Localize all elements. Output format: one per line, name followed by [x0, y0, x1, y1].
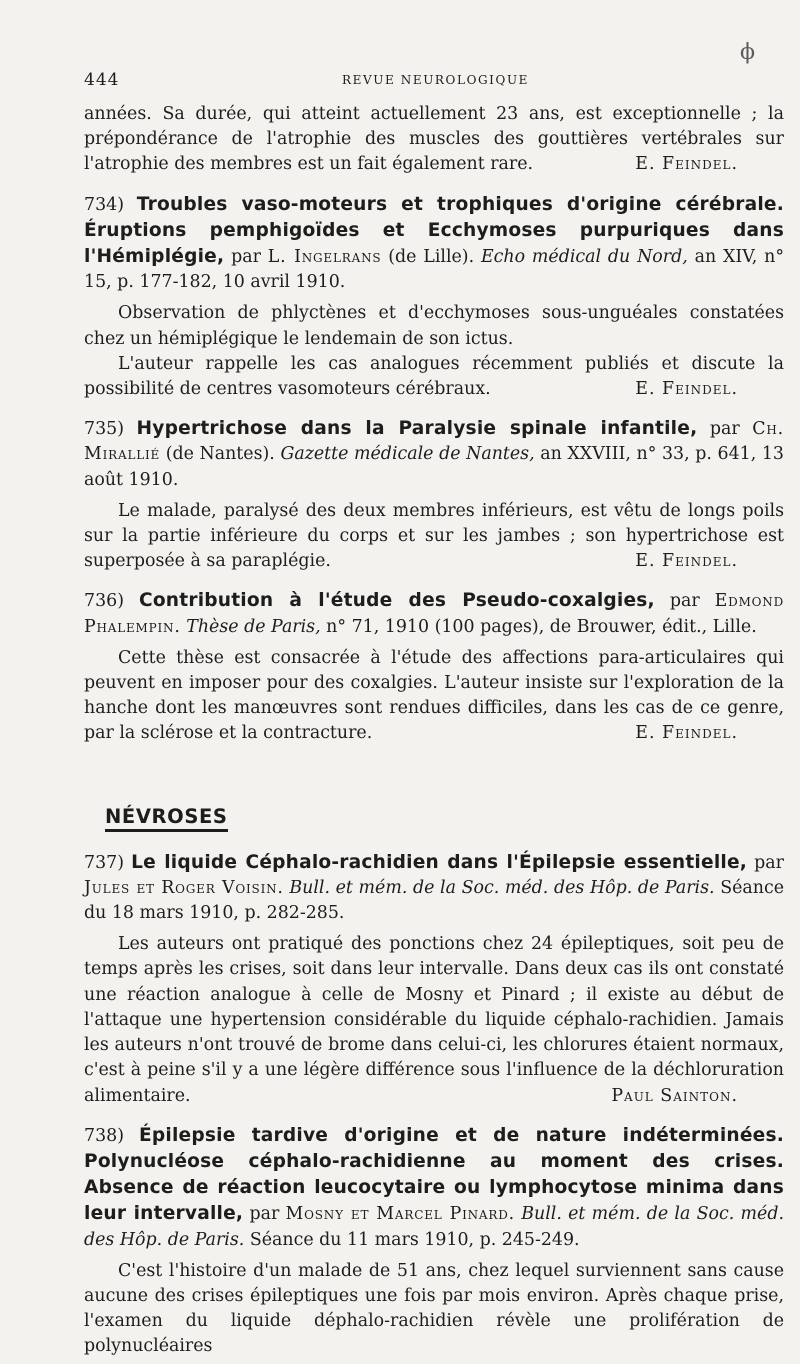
entry-paragraph-text: Le malade, paralysé des deux membres inférieurs, est vêtu de longs poils sur la partie inférieure du corps et sur les jambes ; son hypertrichose est superposée à sa paraplégie. [84, 500, 784, 572]
entry-number: 737) [84, 852, 124, 873]
abstract-entry [84, 416, 784, 574]
entry-heading [84, 1123, 784, 1253]
page [84, 40, 785, 1360]
entry-journal: Thèse de Paris, [186, 616, 321, 637]
entry-paragraph [84, 1259, 784, 1360]
entry-by: par [249, 1204, 280, 1225]
entry-paragraph-text: Observation de phlyctènes et d'ecchymoses sous-unguéales constatées chez un hémiplégique le lendemain de son ictus. [84, 303, 784, 349]
entry-number: 735) [84, 419, 124, 440]
signature: E. Feindel. [635, 551, 738, 572]
entry-heading [84, 850, 784, 927]
entry-author-note: (de Lille). [388, 247, 475, 268]
entry-number: 734) [84, 194, 124, 215]
entry-title: Troubles vaso-moteurs et trophiques d'origine cérébrale. Éruptions pemphigoïdes et Ecchymoses purpuriques dans l'Hémiplégie, [84, 193, 784, 268]
abstract-entry [84, 192, 784, 403]
entry-author: Mosny et Marcel Pinard. [285, 1204, 515, 1225]
entry-reference: an XIV, n° 15, p. 177-182, 10 avril 1910. [84, 247, 785, 293]
entry-author: Edmond Phalempin. [84, 591, 785, 637]
entry-paragraph-text: Les auteurs ont pratiqué des ponctions chez 24 épileptiques, soit peu de temps après les crises, soit dans leur intervalle. Dans deux cas ils ont constaté une réaction analogue à celle de Mosny et Pinard ; il existe au début de l'attaque une hypertension considérable du liquide céphalo-rachidien. Jamais les auteurs n'ont trouvé de brome dans celui-ci, les chlorures étaient normaux, c'est à peine s'il y a une légère différence sous l'influence de la déchloruration alimentaire. [84, 934, 784, 1106]
entry-paragraph [84, 301, 784, 351]
signature: E. Feindel. [635, 379, 738, 400]
section-title: NÉVROSES [105, 805, 228, 832]
abstract-entry [84, 1123, 784, 1360]
entry-by: par [754, 852, 784, 873]
entry-author: Jules et Roger Voisin. [84, 877, 284, 898]
abstract-entry [84, 588, 784, 746]
entry-title: Le liquide Céphalo-rachidien dans l'Épilepsie essentielle, [131, 851, 748, 873]
entry-heading [84, 192, 784, 296]
entry-heading [84, 416, 784, 493]
entry-title: Épilepsie tardive d'origine et de nature indéterminées. Polynucléose céphalo-rachidienne au moment des crises. Absence de réaction leucocytaire ou lymphocytose minima dans leur intervalle, [84, 1124, 784, 1225]
intro-fragment [84, 102, 784, 178]
page-number: 444 [84, 70, 120, 90]
page-header [84, 40, 784, 96]
entry-journal: Gazette médicale de Nantes, [280, 444, 535, 465]
abstract-entry [84, 850, 784, 1109]
running-head: REVUE NEUROLOGIQUE [342, 73, 530, 87]
entry-title: Hypertrichose dans la Paralysie spinale infantile, [136, 418, 698, 440]
signature: E. Feindel. [635, 723, 738, 744]
signature: Paul Sainton. [611, 1085, 738, 1106]
intro-text: années. Sa durée, qui atteint actuellement 23 ans, est exceptionnelle ; la prépondérance de l'atrophie des muscles des gouttières vertébrales sur l'atrophie des membres est un fait également rare. [84, 104, 784, 175]
entry-by: par [709, 419, 740, 440]
entry-paragraph [84, 352, 784, 402]
pencil-mark: ϕ [740, 40, 756, 65]
entry-author: Ch. Mirallié [84, 419, 784, 465]
entry-reference: n° 71, 1910 (100 pages), de Brouwer, édit., Lille. [326, 616, 757, 637]
entry-author: L. Ingelrans [267, 247, 382, 268]
entry-reference: Séance du 18 mars 1910, p. 282-285. [84, 877, 784, 924]
signature: E. Feindel. [635, 154, 738, 175]
entry-paragraph-text: L'auteur rappelle les cas analogues récemment publiés et discute la possibilité de centres vasomoteurs cérébraux. [84, 353, 784, 400]
section-heading-wrap [84, 747, 784, 832]
entry-title: Contribution à l'étude des Pseudo-coxalgies, [138, 590, 655, 612]
section-entries-list [84, 850, 784, 1360]
entry-paragraph-text: C'est l'histoire d'un malade de 51 ans, chez lequel surviennent sans cause aucune des crises épileptiques une fois par mois environ. Après chaque prise, l'examen du liquide déphalo-rachidien révèle une prolifération de polynucléaires [84, 1260, 784, 1357]
entry-journal: Bull. et mém. de la Soc. méd. des Hôp. de Paris. [84, 1204, 784, 1250]
entry-author-note: (de Nantes). [165, 444, 275, 465]
entries-list [84, 192, 784, 747]
entry-reference: Séance du 11 mars 1910, p. 245-249. [249, 1229, 580, 1250]
entry-number: 736) [84, 591, 124, 612]
entry-heading [84, 588, 784, 639]
entry-by: par [669, 591, 700, 612]
entry-paragraph-text: Cette thèse est consacrée à l'étude des affections para-articulaires qui peuvent en imposer pour des coxalgies. L'auteur insiste sur l'exploration de la hanche dont les manœuvres sont rendues difficiles, dans les cas de ce genre, par la sclérose et la contracture. [84, 647, 784, 744]
entry-journal: Bull. et mém. de la Soc. méd. des Hôp. de Paris. [289, 877, 715, 898]
entry-by: par [231, 247, 261, 268]
entry-paragraph [84, 499, 784, 575]
entry-paragraph [84, 932, 784, 1108]
entry-number: 738) [84, 1125, 124, 1146]
entry-journal: Echo médical du Nord, [480, 247, 688, 268]
entry-reference: an XXVIII, n° 33, p. 641, 13 août 1910. [84, 444, 784, 490]
entry-paragraph [84, 646, 784, 747]
